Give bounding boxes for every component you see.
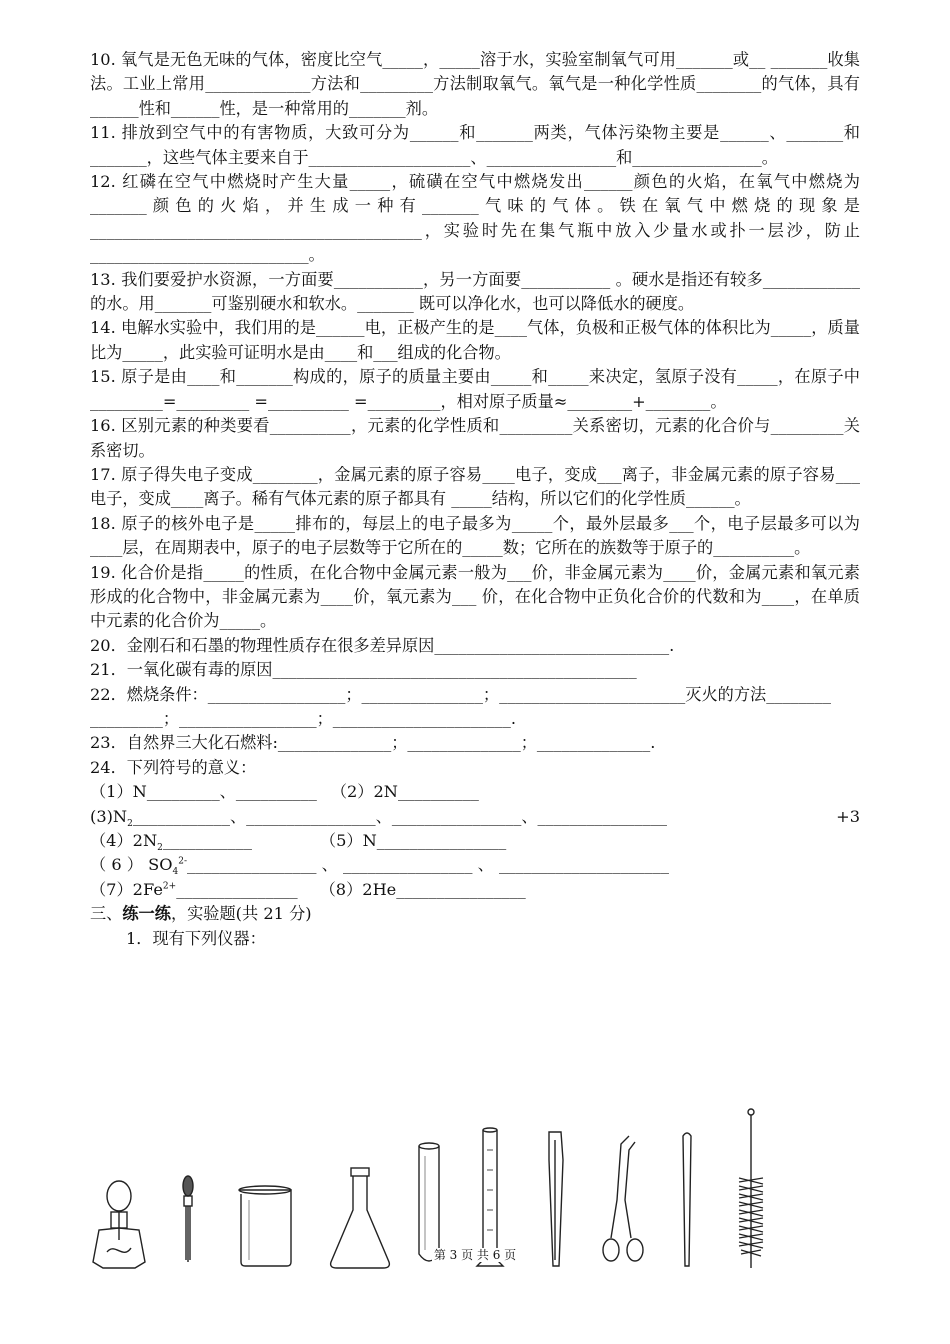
page-footer (0, 1246, 950, 1263)
symbol-4: $(4)2N_2\_\_\_\_\_\_\_\_\_\_\_$ (90, 831, 252, 854)
question-24: 24．下列符号的意义： (90, 757, 257, 777)
question-20: 20．金刚石和石墨的物理性质存在很多差异原因_____________________________. (90, 635, 675, 655)
question-19: 19. 化合价是指_____的性质，在化合物中金属元素一般为___价，非金属元素为____价，金属元素和氧元素形成的化合物中，非金属元素为____价，氧元素为___ 价，在化合物中正负化合价的代数和为____，在单质中元素的化合价为_____。 (90, 562, 860, 631)
test-tube-brush-icon (739, 1109, 763, 1268)
symbol-row-2 (90, 805, 860, 829)
symbol-row-3 (90, 829, 860, 853)
symbol-row-1 (90, 780, 860, 804)
experiment-item-1: 1．现有下列仪器： (126, 928, 266, 948)
question-21: 21．一氧化碳有毒的原因_____________________________________________ (90, 660, 637, 680)
question-12: 12. 红磷在空气中燃烧时产生大量_____，硫磺在空气中燃烧发出______颜色的火焰，在氧气中燃烧为_______颜色的火焰，并生成一种有_______气味的气体。铁在氧气中燃烧的现象是_________________________________________，实验时先在集气瓶中放入少量水或扑一层沙，防止___________________________。 (90, 172, 860, 265)
question-17: 17. 原子得失电子变成________，金属元素的原子容易____电子，变成___离子，非金属元素的原子容易___电子，变成____离子。稀有气体元素的原子都具有 _____结构，所以它们的化学性质______。 (90, 464, 860, 509)
question-14: 14. 电解水实验中，我们用的是______电，正极产生的是____气体，负极和正极气体的体积比为_____，质量比为_____，此实验可证明水是由____和___组成的化合物。 (90, 318, 860, 362)
question-10: 10. 氧气是无色无味的气体，密度比空气_____，_____溶于水，实验室制氧气可用_______或__ _______收集法。工业上常用_____________方法和_________方法制取氧气。氧气是一种化学性质________的气体，具有______性和______性，是一种常用的_______剂。 (90, 50, 860, 118)
page-number: 第 3 页 共 6 页 (433, 1248, 517, 1262)
question-13: 13. 我们要爱护水资源，一方面要___________，另一方面要___________ 。硬水是指还有较多____________的水。用_______可鉴别硬水和软水。_______ 既可以净化水，也可以降低水的硬度。 (90, 269, 860, 314)
symbol-row-5 (90, 878, 860, 902)
question-18: 18. 原子的核外电子是_____排布的，每层上的电子最多为_____个，最外层最多___个，电子层最多可以为____层，在周期表中，原子的电子层数等于它所在的_____数；它所在的族数等于原子的__________。 (90, 513, 860, 558)
question-23: 23．自然界三大化石燃料:______________；______________；______________. (90, 733, 656, 753)
question-22: 22．燃烧条件：_________________；_______________；_______________________灭火的方法________ (90, 684, 831, 704)
exam-page (90, 48, 860, 951)
test-tube-icon (419, 1143, 439, 1261)
question-15: 15. 原子是由____和_______构成的，原子的质量主要由_____和_____来决定，氢原子没有_____，在原子中_________=_________ =__________ =_________，相对原子质量≈________+________。 (90, 367, 860, 411)
symbol-2: （2）2N__________ (330, 782, 479, 802)
symbol-7: $(7)2Fe^{2+}\_\_\_\_\_\_\_\_\_\_\_\_\_\_\_$ (90, 879, 298, 899)
question-22-cont: _________；_________________；______________________. (90, 708, 517, 728)
symbol-6: （ 6 ） $SO_4^{2-}\_\_\_\_\_\_\_\_\_\_\_\_\_\_\_\_$ 、 ________________ 、 _____________________ (90, 855, 669, 878)
charge-label: +3 (836, 806, 860, 826)
symbol-1: （1）N_________、__________ (90, 782, 317, 802)
question-11: 11. 排放到空气中的有害物质，大致可分为______和_______两类，气体污染物主要是______、_______和_______，这些气体主要来自于____________________、________________和________________。 (90, 123, 860, 167)
symbol-5: （5）N________________ (319, 831, 507, 850)
crucible-tongs-icon (603, 1136, 643, 1261)
symbol-3: $(3)N_2\_\_\_\_\_\_\_\_\_\_\_\_$、________________、________________、________________ (90, 806, 668, 829)
section-3-heading: 三、练一练，实验题(共 21 分) (90, 904, 312, 924)
symbol-8: （8）2He________________ (319, 879, 526, 899)
question-16: 16. 区别元素的种类要看__________，元素的化学性质和_________关系密切，元素的化合价与_________关系密切。 (90, 416, 860, 460)
symbol-row-4 (90, 853, 860, 877)
